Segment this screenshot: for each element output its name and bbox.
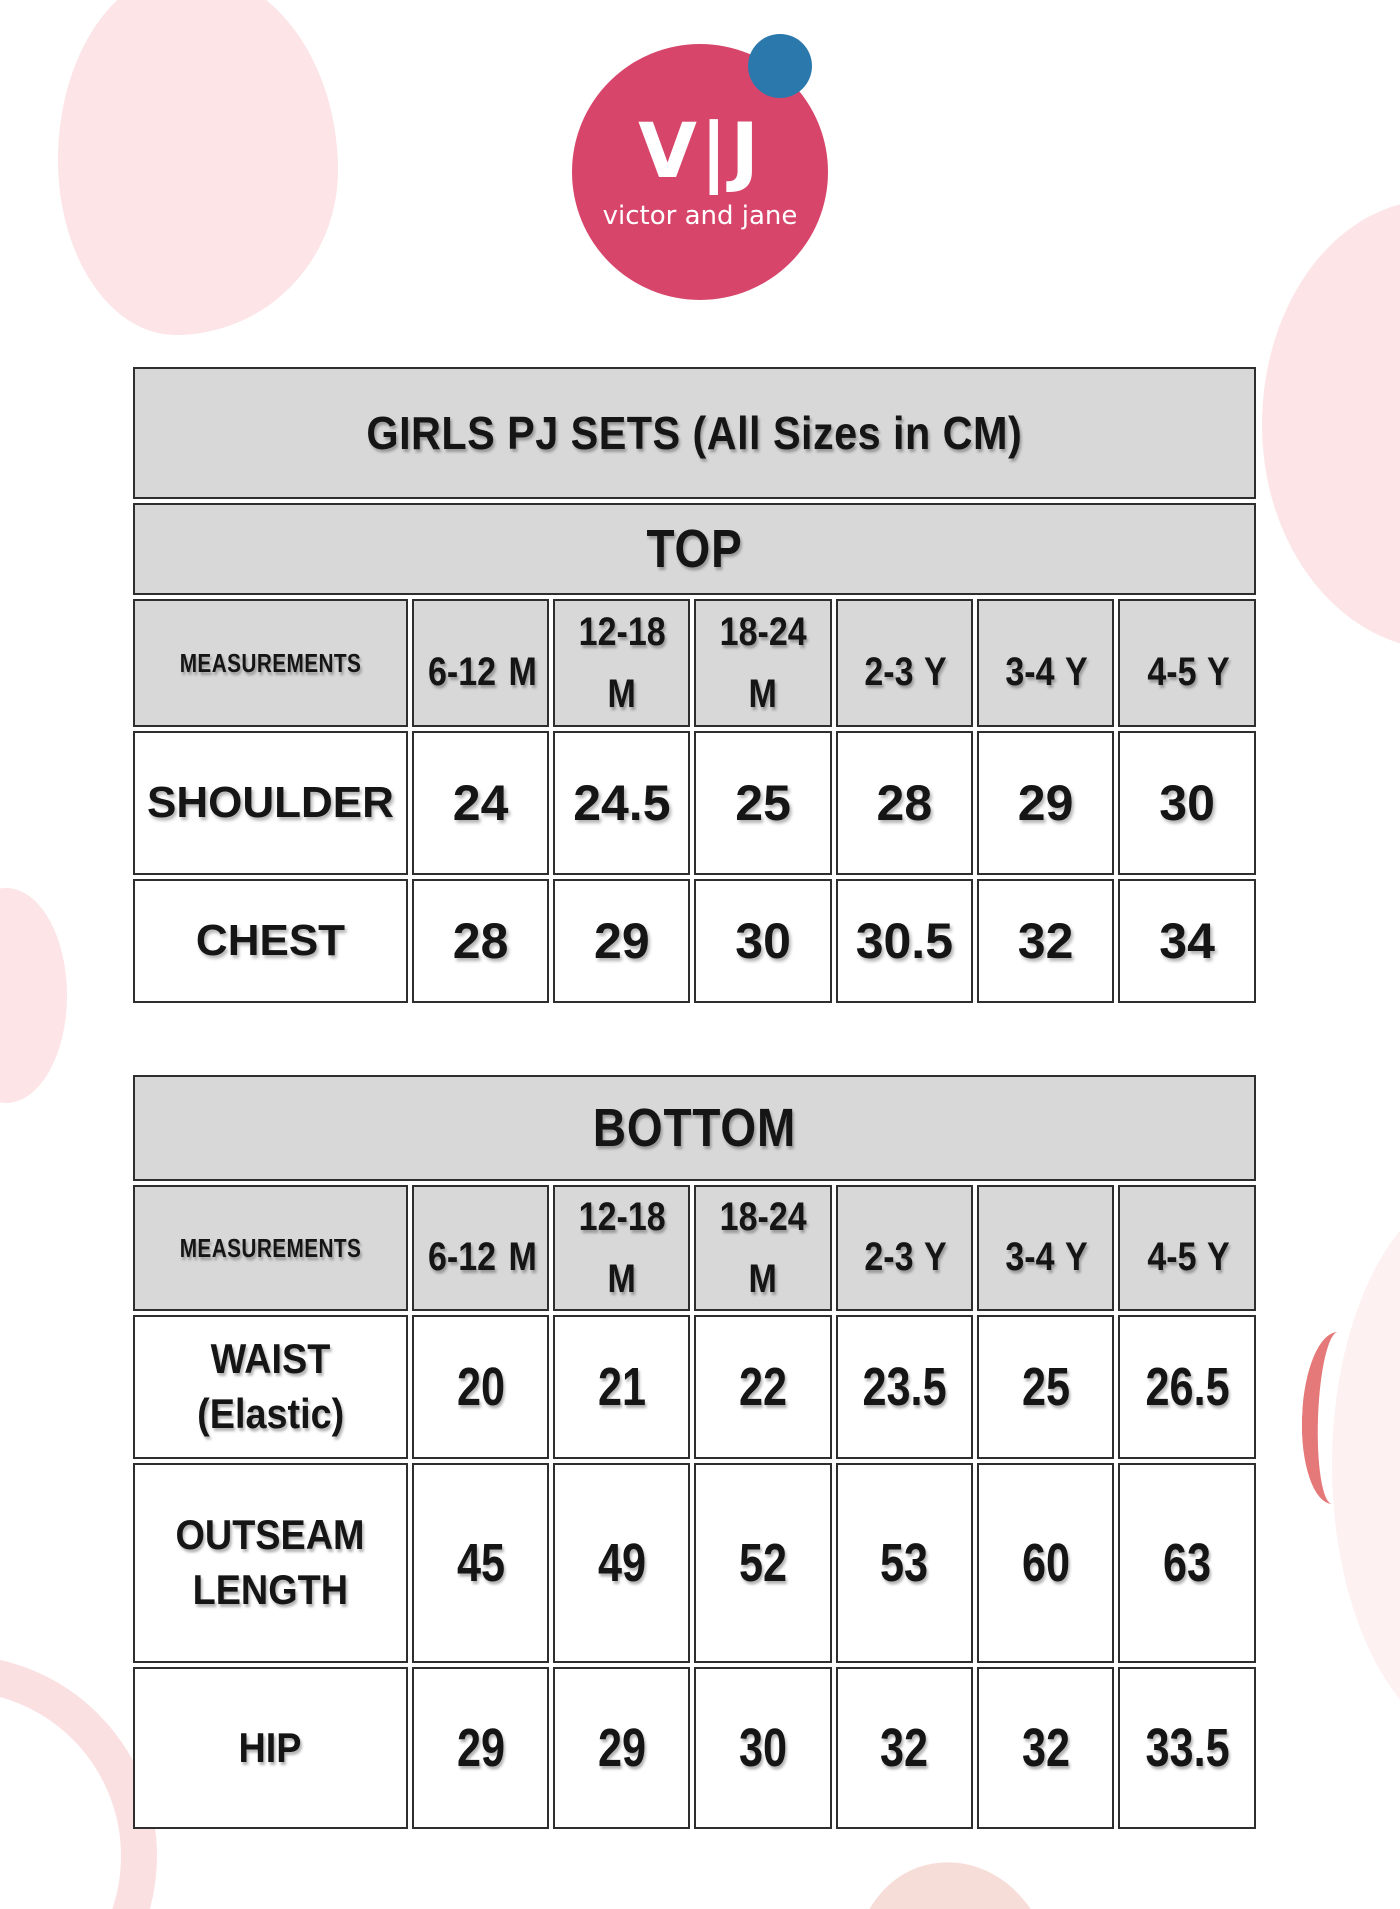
value-cell (412, 731, 549, 875)
value-cell (412, 1315, 549, 1459)
value-cell (836, 1463, 973, 1663)
value-cell (412, 1667, 549, 1829)
size-unit: Y (1206, 650, 1230, 694)
size-range: 4-5 (1146, 650, 1197, 694)
table-row-chest (133, 879, 1256, 1003)
measurements-header: MEASUREMENTS (179, 647, 362, 678)
section-row (133, 1075, 1256, 1181)
section-header-cell (133, 503, 1256, 595)
chart-title: GIRLS PJ SETS (All Sizes in CM) (366, 407, 1023, 459)
row-label-cell (133, 879, 408, 1003)
measurement-value: 45 (456, 1533, 505, 1593)
value-cell (694, 1667, 831, 1829)
table-row-outseam-length (133, 1463, 1256, 1663)
measurement-value: 34 (1159, 913, 1215, 969)
size-unit: M (508, 650, 538, 694)
row-label-line2: (Elastic) (196, 1390, 345, 1437)
measurement-value: 32 (880, 1718, 929, 1778)
measurement-value: 25 (1021, 1357, 1070, 1417)
value-cell (977, 1315, 1114, 1459)
measurement-value: 28 (876, 775, 933, 831)
measurements-header-cell (133, 599, 408, 727)
size-range: 2-3 (864, 1235, 914, 1279)
table-title-row (133, 367, 1256, 499)
table-row-waist (133, 1315, 1256, 1459)
size-range: 12-18 (578, 610, 666, 654)
size-unit: Y (1065, 650, 1089, 694)
measurement-value: 24.5 (573, 775, 671, 831)
logo-brand-name: victor and jane (602, 201, 798, 231)
size-range: 3-4 (1005, 650, 1055, 694)
measurement-value: 24 (452, 775, 509, 831)
value-cell (553, 879, 690, 1003)
size-range: 3-4 (1005, 1235, 1055, 1279)
measurement-value: 30 (1159, 775, 1215, 831)
measurement-value: 20 (456, 1357, 505, 1417)
value-cell (977, 879, 1114, 1003)
value-cell (977, 731, 1114, 875)
size-col-header (553, 1185, 690, 1311)
value-cell (1118, 731, 1256, 875)
measurement-value: 28 (452, 913, 509, 969)
section-header-top: TOP (646, 519, 743, 579)
value-cell (977, 1667, 1114, 1829)
value-cell (836, 731, 973, 875)
girls-pj-bottom-table (129, 1071, 1260, 1833)
measurements-header-cell (133, 1185, 408, 1311)
measurement-value: 63 (1163, 1533, 1212, 1593)
measurement-value: 49 (597, 1533, 646, 1593)
row-label: SHOULDER (147, 778, 394, 827)
brand-logo (572, 44, 828, 300)
measurement-value: 33.5 (1145, 1718, 1230, 1778)
row-label: WAIST (210, 1335, 331, 1383)
size-unit: M (748, 1257, 778, 1301)
measurement-value: 29 (1017, 775, 1074, 831)
size-unit: Y (1206, 1235, 1230, 1279)
measurement-value: 22 (739, 1357, 788, 1417)
size-range: 2-3 (864, 650, 914, 694)
size-col-header (412, 1185, 549, 1311)
size-col-header (836, 1185, 973, 1311)
measurement-value: 29 (594, 913, 650, 969)
size-unit: M (508, 1235, 538, 1279)
size-col-header (553, 599, 690, 727)
girls-pj-bottom-table-wrap (129, 1071, 1260, 1833)
value-cell (1118, 1463, 1256, 1663)
size-range: 12-18 (578, 1195, 666, 1239)
row-label-line2: LENGTH (192, 1566, 349, 1613)
value-cell (412, 879, 549, 1003)
value-cell (694, 731, 831, 875)
measurement-value: 32 (1017, 913, 1074, 969)
measurement-value: 23.5 (862, 1357, 947, 1417)
measurement-value: 21 (597, 1357, 646, 1417)
section-row (133, 503, 1256, 595)
background-blob-left-middle (0, 888, 67, 1103)
column-header-row (133, 599, 1256, 727)
size-col-header (836, 599, 973, 727)
value-cell (1118, 1315, 1256, 1459)
table-row-shoulder (133, 731, 1256, 875)
background-blob-bottom (845, 1852, 1055, 1909)
value-cell (412, 1463, 549, 1663)
background-blob-top-left (58, 0, 338, 335)
size-range: 6-12 (427, 1235, 496, 1279)
value-cell (977, 1463, 1114, 1663)
measurement-value: 25 (735, 775, 791, 831)
girls-pj-top-table (129, 363, 1260, 1007)
size-range: 4-5 (1146, 1235, 1197, 1279)
size-unit: Y (1065, 1235, 1089, 1279)
size-range: 18-24 (719, 1195, 807, 1239)
measurement-value: 52 (739, 1533, 788, 1593)
measurement-value: 53 (880, 1533, 929, 1593)
row-label-cell (133, 1667, 408, 1829)
size-unit: Y (924, 1235, 947, 1279)
value-cell (836, 1315, 973, 1459)
value-cell (553, 1667, 690, 1829)
value-cell (1118, 879, 1256, 1003)
row-label: CHEST (195, 916, 346, 965)
size-unit: M (748, 672, 778, 716)
logo-monogram: V|J (638, 106, 762, 195)
value-cell (694, 1463, 831, 1663)
size-col-header (412, 599, 549, 727)
table-row-hip (133, 1667, 1256, 1829)
value-cell (836, 879, 973, 1003)
column-header-row (133, 1185, 1256, 1311)
value-cell (553, 731, 690, 875)
size-range: 18-24 (719, 610, 807, 654)
value-cell (1118, 1667, 1256, 1829)
measurement-value: 26.5 (1145, 1357, 1230, 1417)
measurement-value: 29 (456, 1718, 505, 1778)
size-col-header (694, 599, 831, 727)
row-label: HIP (238, 1723, 302, 1771)
value-cell (553, 1315, 690, 1459)
measurement-value: 30 (739, 1718, 788, 1778)
size-col-header (977, 1185, 1114, 1311)
row-label: OUTSEAM (175, 1511, 365, 1559)
row-label-cell (133, 731, 408, 875)
size-col-header (1118, 1185, 1256, 1311)
measurement-value: 30.5 (855, 913, 954, 969)
measurements-header: MEASUREMENTS (179, 1232, 362, 1263)
size-range: 6-12 (427, 650, 496, 694)
measurement-value: 32 (1021, 1718, 1070, 1778)
chart-title-cell (133, 367, 1256, 499)
row-label-cell (133, 1463, 408, 1663)
value-cell (694, 1315, 831, 1459)
background-blob-top-right (1262, 200, 1400, 650)
size-unit: M (607, 672, 637, 716)
size-unit: Y (924, 650, 947, 694)
value-cell (553, 1463, 690, 1663)
size-col-header (694, 1185, 831, 1311)
size-unit: M (607, 1257, 637, 1301)
logo-blue-dot-icon (748, 34, 812, 98)
measurement-value: 60 (1021, 1533, 1070, 1593)
value-cell (836, 1667, 973, 1829)
girls-pj-top-table-wrap (129, 363, 1260, 1007)
size-col-header (1118, 599, 1256, 727)
measurement-value: 29 (597, 1718, 646, 1778)
row-label-cell (133, 1315, 408, 1459)
measurement-value: 30 (735, 913, 791, 969)
value-cell (694, 879, 831, 1003)
size-col-header (977, 599, 1114, 727)
section-header-cell (133, 1075, 1256, 1181)
section-header-bottom: BOTTOM (592, 1098, 797, 1158)
